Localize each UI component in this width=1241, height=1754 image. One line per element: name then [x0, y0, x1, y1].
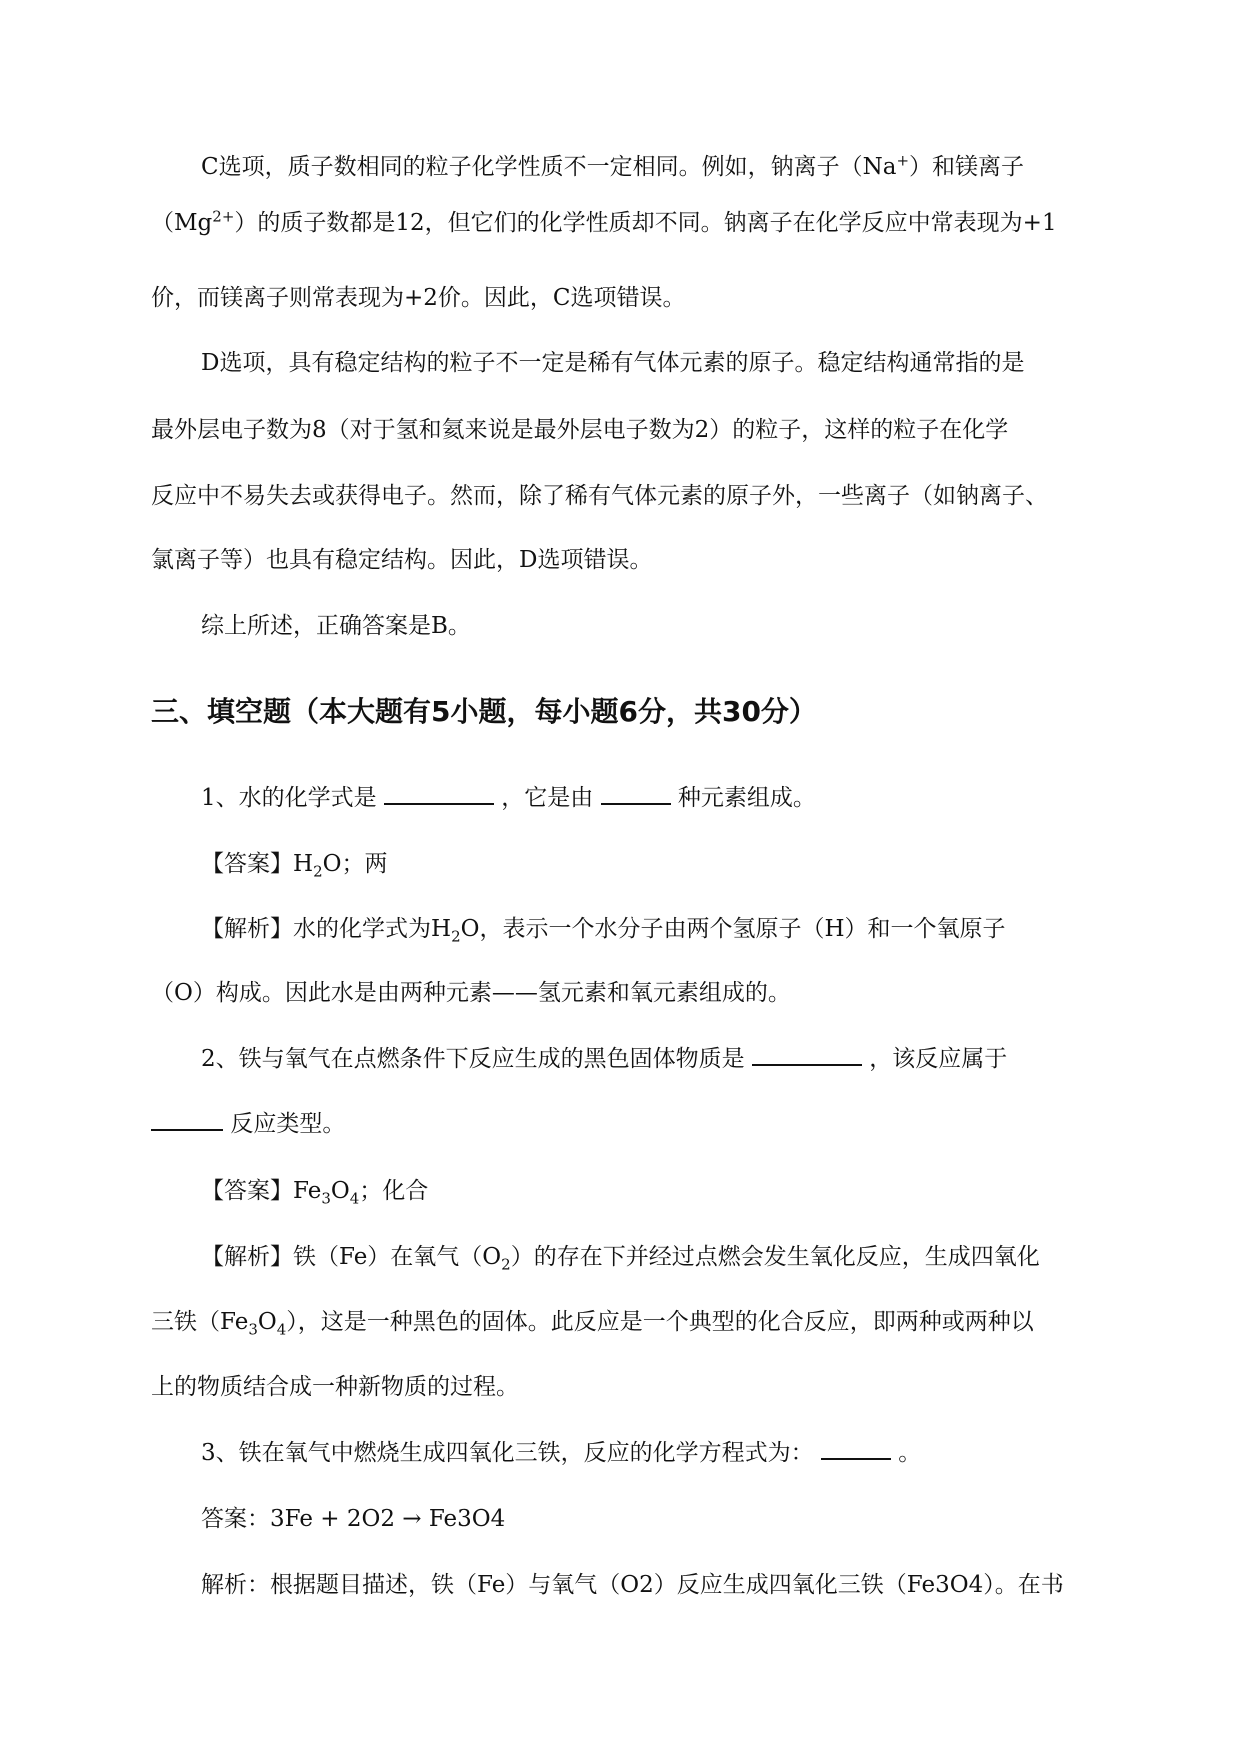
q2-answer: 【答案】$Fe_3O_4$；化合 [201, 1178, 429, 1208]
question-2-line-2: 反应类型。 [151, 1107, 1091, 1141]
question-1: 1、水的化学式是 ，它是由 种元素组成。 [201, 781, 1091, 815]
q1-answer: 【答案】$H_2O$；两 [201, 851, 388, 881]
c-option-line-2: $(Mg^{2+})$的质子数都是12，但它们的化学性质却不同。钠离子在化学反应中常表现为+1 [151, 207, 1057, 236]
summary-line: 综上所述，正确答案是B。 [201, 613, 471, 639]
q2-analysis-line-3: 上的物质结合成一种新物质的过程。 [151, 1374, 519, 1400]
c-option-line-3: 价，而镁离子则常表现为+2价。因此，C选项错误。 [151, 285, 686, 311]
section-title: 三、填空题（本大题有5小题，每小题6分，共30分） [151, 695, 817, 728]
q3-answer: 答案：3Fe + 2O2 → Fe3O4 [201, 1506, 506, 1532]
q1-blank-2[interactable] [601, 781, 671, 805]
question-3: 3、铁在氧气中燃烧生成四氧化三铁，反应的化学方程式为： 。 [201, 1436, 1091, 1470]
d-option-line-3: 反应中不易失去或获得电子。然而，除了稀有气体元素的原子外，一些离子（如钠离子、 [151, 483, 1048, 509]
q2-analysis-line-1: 【解析】铁（Fe）在氧气$(O_2)$的存在下并经过点燃会发生氧化反应，生成四氧化 [201, 1244, 1040, 1274]
q1-analysis-line-1: 【解析】水的化学式为$H_2O$，表示一个水分子由两个氢原子（H）和一个氧原子 [201, 916, 1006, 946]
q1-analysis-line-2: （O）构成。因此水是由两种元素——氢元素和氧元素组成的。 [151, 980, 791, 1006]
q2-blank-2[interactable] [151, 1107, 223, 1131]
q2-analysis-line-2: 三铁$(Fe_3O_4)$，这是一种黑色的固体。此反应是一个典型的化合反应，即两种或两种以 [151, 1309, 1034, 1339]
q2-blank-1[interactable] [752, 1042, 862, 1066]
q3-analysis-line-1: 解析：根据题目描述，铁（Fe）与氧气（O2）反应生成四氧化三铁（Fe3O4）。在书 [201, 1572, 1064, 1598]
question-2-line-1: 2、铁与氧气在点燃条件下反应生成的黑色固体物质是 ，该反应属于 [201, 1042, 1091, 1076]
d-option-line-2: 最外层电子数为8（对于氢和氦来说是最外层电子数为2）的粒子，这样的粒子在化学 [151, 417, 1009, 443]
q1-blank-1[interactable] [384, 781, 494, 805]
d-option-line-1: D选项，具有稳定结构的粒子不一定是稀有气体元素的原子。稳定结构通常指的是 [201, 350, 1025, 376]
c-option-line-1: C选项，质子数相同的粒子化学性质不一定相同。例如，钠离子（Na+）和镁离子 [201, 151, 1025, 180]
d-option-line-4: 氯离子等）也具有稳定结构。因此，D选项错误。 [151, 547, 653, 573]
q3-blank-1[interactable] [821, 1436, 891, 1460]
